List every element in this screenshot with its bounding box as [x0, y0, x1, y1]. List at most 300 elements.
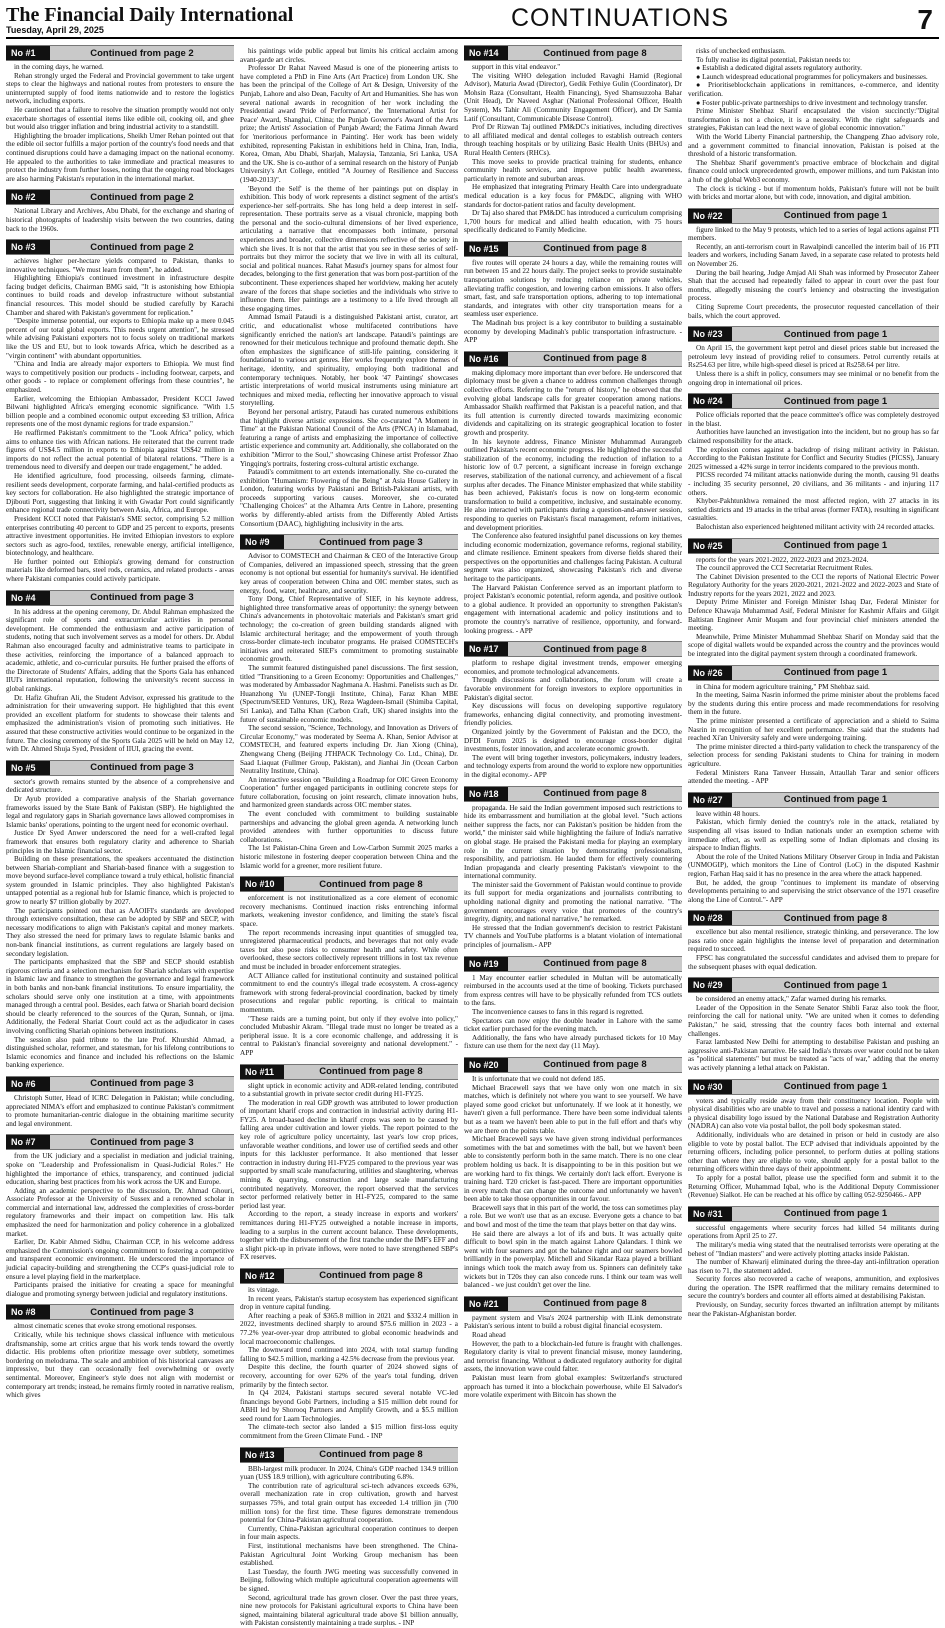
story — [464, 241, 682, 345]
paragraph: With the World Liberty Financial partnership, the Changpeng Zhao advisory role, and a government committed to financial innovation, Pakistan is poised at the threshold of a historic transformation. — [688, 132, 939, 159]
paragraph: Michael Bracewell says we have given strong individual performances sometimes with the bat and sometimes with the ball, but we haven't been able to consistently perform both in the same match. There is no one clear problem holding us back. It is disappointing to be in this position but we are working hard to fix things. We certainly don't lack effort. Everyone is training hard. T20 cricket is fast-paced. There are important opportunities in every match that can change the outcome and unfortunately we haven't been able to take those opportunities in our favour. — [464, 1135, 682, 1204]
story — [240, 1447, 458, 1628]
story-header — [464, 786, 682, 802]
story-body — [464, 63, 682, 235]
paragraph: Leader of the Opposition in the Senate Senator Shibli Faraz also took the floor, reinforcing the call for national unity. "We are united when it comes to defending Pakistan," he said, stressing that the country faces both internal and external challenges. — [688, 1003, 939, 1038]
paragraph: The climate-tech sector also landed a $15 million first-loss equity commitment from the Green Climate Fund. - INP — [240, 1423, 458, 1441]
story-number-badge: No #23 — [688, 327, 732, 341]
paragraph: enforcement is not institutionalized as a core element of economic recovery mechanisms. Continued inaction risks entrenching informal markets, weakening investor confidence, and limiting the state's fiscal space. — [240, 894, 458, 928]
paragraph: Dr. Hafiz Ghufran Ali, the Student Advisor, expressed his gratitude to the administration for their unwavering support. He highlighted that this event provided an excellent platform for students to showcase their talents and emphasized the administration's vision of promoting such initiatives. He assured that these constructive activities would continue to be organized in the future. The closing ceremony of the Sports Gala 2025 will be held on May 12, with Dr. Ahmed Shuja Syed, President of IIUI, gracing the event. — [6, 693, 234, 754]
paragraph: Organized jointly by the Government of Pakistan and the DCO, the DFDI Forum 2025 is designed to encourage cross-border digital investments, foster innovation, and accelerate economic growth. — [464, 727, 682, 754]
paragraph: Pakistan must learn from global examples: Switzerland's structured approach has turned it into a blockchain powerhouse, while El Salvador's more volatile experiment with Bitcoin has shown the — [464, 1373, 682, 1400]
continued-label: Continued from page 1 — [783, 540, 888, 551]
paragraph: Ammad Ismail Pataudi is a distinguished Pakistani artist, curator, art critic, and educationalist whose multifaceted contributions have significantly enriched the nation's art landscape. Pataudi's paintings are renowned for their meticulous technique and profound thematic depth. She often emphasizes the significance of still-life painting, considering it foundational to various art genres. Her works frequently explore themes of heritage, identity, and spirituality, employing both traditional and contemporary techniques. Notably, her book '47 Paintings' showcases artistic interpretations of world musical instruments using miniature art techniques and mixed media, reflecting her innovative approach to visual storytelling. — [240, 313, 458, 408]
paragraph: In his keynote address, Finance Minister Muhammad Aurangzeb outlined Pakistan's recent economic progress. He highlighted the successful stabilization of the economy, including the reduction of inflation to a historic low of 0.7 percent, a significant increase in foreign exchange reserves, stabilization of the national currency, and achievement of a fiscal surplus after decades. The Finance Minister emphasized that while stability has been achieved, Pakistan's focus is now on long-term economic transformation to build a competitive, inclusive, and sustainable economy. He also interacted with participants during a question-and-answer session, responding to queries on Pakistan's fiscal management, reform initiatives, and development priorities. — [464, 437, 682, 532]
paragraph: Unless there is a shift in policy, consumers may see minimal or no benefit from the ongoing drop in international oil prices. — [688, 370, 939, 387]
paragraph: almost cinematic scenes that evoke strong emotional responses. — [14, 1322, 197, 1331]
column-3 — [464, 45, 682, 1523]
story-body — [240, 1286, 458, 1441]
continued-label: Continued from page 8 — [543, 47, 647, 59]
column-1 — [6, 45, 234, 1523]
paragraph: ● Prioritiseblockchain applications in remittances, e-commerce, and identity verification. — [688, 81, 939, 98]
continued-label: Continued from page 3 — [90, 592, 194, 604]
story-number-badge: No #13 — [240, 1448, 284, 1462]
story-number-badge: No #20 — [464, 1058, 508, 1072]
continued-label: Continued from page 8 — [319, 1449, 423, 1461]
paragraph: During the bail hearing, Judge Amjad Ali Shah was informed by Prosecutor Zaheer Shah that the accused had repeatedly failed to appear in court over the past four months, allegedly misusing the court's leniency and obstructing the investigation process. — [688, 268, 939, 303]
paragraph: In the meeting, Saima Nasrin informed the prime minister about the problems faced by the students during this entire process and made recommendations for resolving them in the future. — [688, 691, 939, 717]
paragraph: in China for modern agriculture training," PM Shehbaz said. — [696, 682, 870, 691]
paragraph: The event will bring together investors, policymakers, industry leaders, and technology experts from around the world to explore new opportunities in the digital economy.- APP — [464, 753, 682, 779]
paragraph: its vintage. — [248, 1285, 280, 1294]
story — [6, 1304, 234, 1399]
story-number-badge: No #6 — [6, 1077, 50, 1091]
paragraph: Pataudi's commitment to art extends internationally. She co-curated the exhibition "Humanism: Flowering of the Being" at Asia House Gallery in London, featuring works by Pakistani and British-Pakistani artists, with proceeds supporting various causes. Moreover, she co-curated "Challenging Choices" at the Alhamra Arts Centre in Lahore, presenting works by differently-abled artists from the Differently Abled Artists Consortium (DAAC), highlighting inclusivity in the arts. — [240, 468, 458, 528]
continued-label: Continued from page 8 — [319, 1270, 423, 1282]
paragraph: Meanwhile, Prime Minister Muhammad Shehbaz Sharif on Monday said that the scope of digital wallets would be expanded across the country and the provinces would be integrated into the digital payment system through a coordinated framework. — [688, 632, 939, 659]
continued-label: Continued from page 8 — [543, 353, 647, 365]
story-header — [464, 241, 682, 257]
continued-label: Continued from page 1 — [783, 1208, 888, 1220]
story-header — [688, 665, 939, 681]
paragraph: Through discussions and collaborations, the forum will create a favorable environment for foreign investors to explore opportunities in Pakistan's digital sector. — [464, 676, 682, 702]
paragraph: The report recommends increasing input quantities of smuggled tea, unregistered pharmaceutical products, and beverages that not only evade taxes but also pose risks to consumer health and safety. While often overlooked, these sectors collectively represent trillions in lost tax revenue and must be included in broader enforcement strategies. — [240, 928, 458, 971]
continued-label: Continued from page 1 — [783, 395, 888, 407]
story-header — [688, 393, 939, 409]
paragraph: The military's media wing stated that the neutralised terrorists were operating at the behest of "Indian masters" and were actively plotting attacks inside Pakistan. — [688, 1240, 939, 1258]
story-body — [240, 894, 458, 1057]
continued-label: Continued from page 1 — [783, 328, 888, 340]
story-number-badge: No #21 — [464, 1297, 508, 1311]
story-number-badge: No #25 — [688, 539, 732, 553]
paragraph: Deputy Prime Minister and Foreign Minister Ishaq Dar, Federal Minister for Defence Khawaja Muhammad Asif, Federal Minister for Kashmir Affairs and Gilgit Baltistan Engineer Amir Muqam and four provincial chief ministers attended the meeting. — [688, 598, 939, 633]
continued-label: Continued from page 8 — [783, 912, 888, 924]
story-body — [240, 552, 458, 870]
paragraph: slight uptick in economic activity and ADR-related lending, contributed to a substantial growth in private sector credit during H1-FY25. — [240, 1081, 458, 1099]
paragraph: Beyond her personal artistry, Pataudi has curated numerous exhibitions that highlight diverse artistic expressions. She co-curated "A Moment in Time" at the Pakistan National Council of the Arts (PNCA) in Islamabad, featuring a range of artists and emphasizing the importance of collective artistic experience and community art. Additionally, she collaborated on the exhibition "Mirror to the Soul," showcasing Chinese artist Professor Zhao Yingqing's portraits, fostering cross-cultural artistic exchange. — [240, 407, 458, 468]
paragraph: Authorities have launched an investigation into the incident, but no group has so far claimed responsibility for the attack. — [688, 428, 939, 445]
paragraph: About the role of the United Nations Military Observer Group in India and Pakistan (UNMOGIP), which monitors the Line of Control (LoC) in the disputed Kashmir region, Farhan Haq said it has no presence in the area where the attack happened. — [688, 852, 939, 878]
story — [6, 1134, 234, 1298]
story-header — [6, 1304, 234, 1320]
paragraph: Currently, China-Pakistan agricultural cooperation continues to deepen in four main aspects. — [240, 1524, 458, 1542]
paragraph: Prime Minister Shehbaz Sharif encapsulated the vision succinctly:"Digital transformation is not a choice, it is a necessity. With the right safeguards and strategies, Pakistan can lead the next wave of global economic innovation." — [688, 107, 939, 133]
paragraph: The moderation in real GDP growth was attributed to lower production of important kharif crops and contraction in industrial activity during H1-FY25. A broad-based decline in kharif crops was seen to be caused by falling area under cultivation and lower yields. The report pointed to the key role of agriculture policy uncertainty, last year's low crop prices, unfavorable weather conditions, and lower use of certified seeds and other inputs for this lackluster performance. It also mentioned that lesser contraction in industry during H1-FY25 compared to the previous year was supported by small scale manufacturing, utilities and slaughtering, whereas mining & quarrying, construction and large scale manufacturing contributed negatively. Moreover, the report observed that the services sector performed relatively better in H1-FY25, compared to the same period last year. — [240, 1098, 458, 1210]
paragraph: Khyber-Pakhtunkhwa remained the most affected region, with 27 attacks in its settled districts and 19 attacks in the tribal areas (former FATA), resulting in significant casualties. — [688, 497, 939, 523]
continued-label: Continued from page 1 — [783, 210, 888, 222]
paragraph: He emphasized that integrating Primary Health Care into undergraduate medical education is a key focus for PM&DC, aligning with WHO standards for doctor-patient ratios and faculty development. — [464, 183, 682, 209]
paragraph: Professor Dr Rahat Naveed Masud is one of the pioneering artists to have completed a PhD in Fine Arts (Art Practice) from London UK. She has been the principal of the College of Art & Design, University of the Punjab, Lahore and also Dean, Faculty of Art and Humanities. She has won several national awards in recognition of her work including the Presidential award 'Pride of Performance', the 'International Artist for Peace' Award, Shanghai, China; the Punjab Governor's Award of the Arts prize; the Artists' Association of Punjab Award; the Fatima Jinnah Award for 'meritorious performance in Painting'. Her work has been widely exhibited, representing Pakistan in exhibitions held in China, Iran, India, Korea, Oman, Abu Dhabi, Sharjah, Malaysia, Tanzania, Sri Lanka, USA and the UK. She is co-author of a seminal research on the history of Punjab University's Art College, entitled "A Journey of Resilience and Success (1940-2013)". — [240, 64, 458, 184]
paragraph: Rehan strongly urged the Federal and Provincial government to take urgent steps to clear the highways and national routes from protesters to ensure the uninterrupted supply of food items nationwide and to restore the logistics network, including exports. — [6, 71, 234, 106]
continued-label: Continued from page 8 — [543, 1059, 647, 1071]
story-number-badge: No #10 — [240, 877, 284, 891]
continued-label: Continued from page 8 — [543, 788, 647, 800]
paragraph: He identified agriculture, food processing, oilseeds farming, climate-resilient seeds development, corporate farming, and halal-certified products as key sectors for collaboration. He also highlighted the strategic importance of Djibouti Port, suggesting that linking it with Gwadar Port could significantly enhance regional trade connectivity between Asia, Africa, and Europe. — [6, 471, 234, 515]
story-number-badge: No #22 — [688, 209, 732, 223]
paragraph: First, institutional mechanisms have been strengthened. The China-Pakistan Agricultural Joint Working Group mechanism has been established. — [240, 1542, 458, 1568]
story — [688, 1206, 939, 1319]
paragraph: This move seeks to provide practical training for students, enhance community health services, and improve public health awareness, particularly in remote and suburban areas. — [464, 157, 682, 183]
paragraph: Previously, on Sunday, security forces thwarted an infiltration attempt by militants near the Pakistan-Afghanistan border. — [688, 1301, 939, 1318]
paragraph: ACT Alliance called for institutional continuity and sustained political commitment to end the country's illegal trade ecosystem. A cross-agency framework with strong federal-provincial coordination, backed by timely prosecutions and regular public reporting, is critical to maintain momentum. — [240, 971, 458, 1014]
story — [240, 534, 458, 870]
paragraph: The 1st Pakistan-China Green and Low-Carbon Summit 2025 marks a historic milestone in fostering deeper cooperation between China and the Islamic world for a greener, more resilient future. — [240, 844, 458, 870]
masthead-rule — [6, 37, 939, 39]
paragraph: Recently, an anti-terrorism court in Rawalpindi cancelled the interim bail of 16 PTI leaders and workers, including Sanam Javed, in a separate case related to protests held on November 26. — [688, 242, 939, 269]
paragraph: The number of Khawarij eliminated during the three-day anti-infiltration operation has risen to 71, the statement added. — [688, 1258, 939, 1275]
story-body — [688, 1224, 939, 1319]
story-header — [240, 876, 458, 892]
story-number-badge: No #29 — [688, 978, 732, 992]
paragraph: Justice Dr Syed Anwer underscored the need for a well-crafted legal framework that ensures both regulatory clarity and adherence to Shariah principles in the Islamic financial sector. — [6, 829, 234, 855]
story-number-badge: No #30 — [688, 1080, 732, 1094]
story-number-badge: No #3 — [6, 240, 50, 254]
story — [464, 641, 682, 779]
paragraph: "Despite immense potential, our exports to Ethiopia make up a mere 0.045 percent of our total global exports. This needs urgent attention", he stressed while advising Pakistani exporters not to focus solely on traditional markets like the US and EU, but to look towards Africa, which he described as a "virgin continent" with abundant opportunities. — [6, 317, 234, 360]
story-header — [688, 792, 939, 808]
paragraph: reports for the years 2021-2022, 2022-2023 and 2023-2024. — [696, 555, 869, 564]
story — [688, 393, 939, 531]
paragraph: "These raids are a turning point, but only if they evolve into policy," concluded Mubashir Akram. "Illegal trade must no longer be treated as a peripheral issue. It is a core economic challenge, and addressing it is central to Pakistan's financial sovereignty and national development." - APP — [240, 1014, 458, 1057]
paragraph: The second session, "Science, Technology, and Innovation as Drivers of Circular Economy," was moderated by Seema A. Khan, Senior Advisor at COMSTECH, and featured experts including Dr. Jian Xiong (China), Zhengwang Cheng (Beijing JTHPACK Technology Co. Ltd., China), Dr. Saad Liaquat (Fullmer Group, Pakistan), and Jianhai Jin (Ocean Carbon Neutrality Institute, China). — [240, 724, 458, 776]
story-body — [464, 259, 682, 345]
paragraph: Highlighting the broader implications, Sheikh Umer Rehan pointed out that the edible oil sector fulfills a major portion of the country's food needs and that continued disruptions could have a damaging impact on the national economy. He appealed to the authorities to take immediate and practical measures to protect the industry from further losses, noting that the ongoing road blockages are also harming Pakistan's reputation in the international market. — [6, 131, 234, 183]
story-header — [240, 1064, 458, 1080]
story — [688, 208, 939, 321]
story-header — [6, 45, 234, 61]
continued-label: Continued from page 3 — [90, 1078, 194, 1090]
paragraph: The participants emphasized that the SBP and SECP should establish rigorous criteria and a selection mechanism for Shariah scholars with expertise in Islamic law and finance to strengthen the governance and legal framework in both banks and non-bank financial institutions. To ensure impartiality, the scholars should serve only one institution at a time, with appointments managed through a central pool. Besides, each fatwa or Shariah board decision should be clearly referenced to the sources of the Quran, Sunnah, or ijma. Additionally, the Federal Shariat Court could act as the adjudicator in cases involving conflicting Shariah opinions between institutions. — [6, 958, 234, 1035]
continued-label: Continued from page 3 — [90, 1136, 194, 1148]
story-number-badge: No #9 — [240, 535, 284, 549]
story-body — [6, 608, 234, 754]
story — [688, 910, 939, 971]
paragraph: risks of unchecked enthusiasm. — [696, 47, 786, 55]
paragraph: After reaching a peak of $365.8 million in 2021 and $332.4 million in 2022, investments declined sharply to around $75.6 million in 2023 - a 77.2% year-over-year drop attributed to global economic headwinds and local macroeconomic challenges. — [240, 1311, 458, 1346]
paragraph: ● Launch widespread educational programmes for policymakers and businesses. — [696, 72, 928, 81]
paragraph: leave within 48 hours. — [696, 809, 760, 818]
paragraph: making diplomacy more important than ever before. He underscored that diplomacy must be given a chance to address common challenges through collective efforts. Referring to the "return of history," he observed that the evolving global landscape calls for greater cooperation among nations. Ambassador Shaikh reaffirmed that Pakistan is a peaceful nation, and that its full attention is currently directed towards maximizing economic dividends and capitalizing on its strategic geographical location to foster growth and prosperity. — [464, 368, 682, 437]
story-body — [688, 47, 939, 202]
story-header — [6, 1076, 234, 1092]
paragraph: He said there are always a lot of ifs and buts. It was actually quite difficult to bowl spin in the match against Lahore Qalandars. I think we went with four seamers and got the balance right and our seamers bowled brilliantly in the powerplay. Mitchell and Sikandar Raza played a brilliant innings which took the match away from us. Spinners can definitely take wickets but in T20s they can also concede runs. I think our team was well balanced - we just couldn't get over the line. — [464, 1229, 682, 1290]
paragraph: achieves higher per-hectare yields compared to Pakistan, thanks to innovative techniques. "We must learn from them", he added. — [6, 257, 234, 274]
story-number-badge: No #16 — [464, 352, 508, 366]
story-body — [688, 928, 939, 971]
paragraph: "China and India are already major exporters to Ethiopia. We must find ways to competitively position our products - including footwear, carpets, and other goods - to replace or complement offerings from these countries", he emphasized. — [6, 360, 234, 394]
paper-name: The Financial Daily International — [6, 4, 294, 26]
paragraph: Key discussions will focus on developing supportive regulatory frameworks, enhancing digital connectivity, and promoting investment-friendly policies. — [464, 702, 682, 728]
paragraph: excellence but also mental resilience, strategic thinking, and perseverance. The low pass ratio once again highlights the intense level of preparation and determination required to succeed. — [688, 928, 939, 954]
story — [6, 1076, 234, 1128]
story-header — [688, 326, 939, 342]
paragraph: Advisor to COMSTECH and Chairman & CEO of the Interactive Group of Companies, delivered an impassioned speech, stressing that the green economy is not optional but essential for humanity's survival. He identified key areas of cooperation between China and OIC member states, such as energy, food, water, healthcare, and security. — [240, 552, 458, 595]
continued-label: Continued from page 8 — [543, 1298, 647, 1310]
story — [6, 760, 234, 1070]
story — [464, 351, 682, 635]
paragraph: BBh-largest milk producer. In 2024, China's GDP reached 134.9 trillion yuan (US$ 18.9 trillion), with agriculture contributing 6.8%. — [240, 1464, 458, 1482]
column-2 — [240, 45, 458, 1628]
paragraph: support in this vital endeavor." — [472, 63, 561, 71]
story-body — [240, 47, 458, 528]
paragraph: Security forces also recovered a cache of weapons, ammunition, and explosives during the operation. The ISPR reaffirmed that the military remains determined to secure the country's borders and counter all efforts aimed at destabilising Pakistan. — [688, 1275, 939, 1301]
paragraph: Earlier, Dr. Kabir Ahmed Sidhu, Chairman CCP, in his welcome address emphasized the Commission's ongoing commitment to fostering a competitive and transparent economic environment. He underscored the importance of judicial capacity-building and strengthening the CCP's quasi-judicial role to ensure a level playing field in the marketplace. — [6, 1238, 234, 1281]
paragraph: He cautioned that a failure to resolve the situation promptly would not only exacerbate shortages of essential items like edible oil, cooking oil, and ghee but would also trigger inflation and bring industrial activity to a standstill. — [6, 105, 234, 132]
paragraph: Road ahead — [472, 1331, 506, 1339]
story — [240, 1064, 458, 1262]
story — [6, 239, 234, 584]
story-header — [464, 1057, 682, 1073]
paragraph: The Conference also featured insightful panel discussions on key themes including economic modernization, governance reforms, regional stability, and climate resilience. Eminent speakers from diverse fields shared their perspectives on the opportunities and challenges facing Pakistan. A cultural segment was also organized, showcasing Pakistan's rich and diverse heritage to the participants. — [464, 532, 682, 584]
story-body — [688, 810, 939, 905]
continued-label: Continued from page 8 — [319, 1066, 423, 1077]
story-header — [688, 538, 939, 554]
paragraph: ● Establish a dedicated digital assets regulatory authority. — [696, 64, 862, 73]
paragraph: The Shehbaz Sharif government's proactive embrace of blockchain and digital finance could unlock unprecedented growth, empower millions, and turn Pakistan into a hub of the global Web3 economy. — [688, 158, 939, 184]
story-header — [464, 956, 682, 972]
story-header — [6, 590, 234, 606]
story — [688, 977, 939, 1072]
story-number-badge: No #17 — [464, 642, 508, 656]
story-header — [688, 1206, 939, 1222]
continued-label: Continued from page 2 — [90, 241, 194, 253]
paragraph: However, the path to a blockchain-led future is fraught with challenges. Regulatory clarity is vital to prevent financial misuse, money laundering, and terrorist financing. Without a dedicated regulatory authority for digital assets, the innovation wave could falter. — [464, 1339, 682, 1374]
paragraph: successful engagements where security forces had killed 54 militants during operations from April 25 to 27. — [688, 1223, 939, 1241]
paragraph: in the coming days, he warned. — [14, 63, 104, 71]
paragraph: The visiting WHO delegation included Ravaghi Hamid (Regional Advisor), Maturia Awad (Director), Gedik Fethiye Gulin (Coordinator), Dr Mohsin Raza (Consultant, Health Financing), Syed Shamsuzzoha Bahar (Unit Head), Dr Naveed Asghar (National Professional Officer, Health System), Ms Tahir Ali (Community Engagement Officer), and Dr Samia Latif (Consultant, Communicable Disease Control). — [464, 71, 682, 123]
story — [6, 45, 234, 183]
paragraph: Balochistan also experienced heightened militant activity with 24 recorded attacks. — [696, 522, 935, 531]
story-header — [464, 1296, 682, 1312]
story — [688, 326, 939, 387]
story-body — [240, 1082, 458, 1262]
story — [6, 189, 234, 233]
story-number-badge: No #26 — [688, 666, 732, 680]
continued-label: Continued from page 8 — [543, 243, 647, 255]
paragraph: Adding an academic perspective to the discussion, Dr. Ahmad Ghouri, Associate Professor at the University of Sussex and a renowned scholar in commercial and international law, addressed the complexities of cross-border regulatory frameworks and their impact on competition law. His talk emphasized the need for harmonization and policy coherence in a globalized market. — [6, 1186, 234, 1238]
story-number-badge: No #18 — [464, 787, 508, 801]
paragraph: He reaffirmed Pakistan's commitment to the "Look Africa" policy, which aims to enhance ties with African nations. He reiterated that the current trade figures of US$4.5 million in exports to Ethiopia against US$42 million in imports do not reflect the actual potential of bilateral relations. "There is a tremendous need to diversify and deepen our trade engagement," he added. — [6, 428, 234, 472]
page-number: 7 — [917, 4, 933, 35]
story-header — [240, 1447, 458, 1463]
story — [688, 792, 939, 905]
paragraph: Prof Dr Rizwan Taj outlined PM&DC's initiatives, including directives to all affiliated medical and dental colleges to establish outreach centers through teaching hospitals or by utilizing Basic Health Units (BHUs) and Rural Health Centers (RHCs). — [464, 123, 682, 157]
section-title: CONTINUATIONS — [511, 4, 730, 32]
paragraph: He stressed that the Indian government's decision to restrict Pakistani TV channels and YouTube platforms is a blatant violation of international principles of journalism.- APP — [464, 923, 682, 950]
story — [240, 47, 458, 528]
paragraph: The downward trend continued into 2024, with total startup funding falling to $42.5 million, marking a 42.5% decrease from the previous year. — [240, 1346, 458, 1363]
story — [240, 876, 458, 1057]
story-header — [688, 910, 939, 926]
paragraph: According to the report, a steady increase in exports and workers' remittances during H1-FY25 outweighed a notable increase in imports, leading to a surplus in the current account balance. These developments, together with the disbursement of the first tranche under the IMF's EFF and a slight pick-up in private inflows, were noted to have strengthened SBP's FX reserves. — [240, 1210, 458, 1262]
paragraph: FPSC has congratulated the successful candidates and advised them to prepare for the subsequent phases with equal dedication. — [688, 954, 939, 971]
story — [464, 1057, 682, 1290]
paragraph: platform to reshape digital investment trends, empower emerging economies, and promote technological advancements. — [464, 659, 682, 676]
story — [464, 45, 682, 235]
paragraph: Spectators can now enjoy the double header in Lahore with the same ticket earlier purchased for the evening match. — [464, 1016, 682, 1034]
paragraph: The summit featured distinguished panel discussions. The first session, titled "Transitioning to a Green Economy: Opportunities and Challenges," was moderated by Ambassador Naghmana A. Hashmi. Panelists such as Dr. Huanzhong Yu (UNEP-Tongji Institute, China), Faraz Khan MBE (Spectrum/SEED Ventures, UK), Reza Wagdeen-Ismail (Shimiba Capital, Sri Lanka), and Talha Khan (Carbon Craft, UK) shared insights into the future of sustainable economic models. — [240, 663, 458, 724]
issue-date: Tuesday, April 29, 2025 — [6, 25, 104, 35]
paragraph: Christoph Sutter, Head of ICRC Delegation in Pakistan; while concluding, appreciated NIMA's effort and emphasized to continue Pakistan's commitment to promote humanitarian-centric dialogue in the obtaining maritime security and legal environment. — [6, 1093, 234, 1128]
column-4 — [688, 45, 939, 1523]
paragraph: Dr Ayub provided a comparative analysis of the Shariah governance frameworks issued by the State Bank of Pakistan (SBP). He highlighted the legal and regulatory gaps in Shariah governance laws allowed compromises in Islamic banks' operations, pointing to the urgent need for economic overhaul. — [6, 794, 234, 829]
paragraph: The inconvenience causes to fans in this regard is regretted. — [472, 1008, 644, 1016]
paragraph: Earlier, welcoming the Ethiopian Ambassador, President KCCI Jawed Bilwani highlighted Africa's emerging economic significance. "With 1.5 billion people and a combined economic output exceeding $3 trillion, Africa represents one of the most dynamic regions for trade expansion." — [6, 394, 234, 429]
story-number-badge: No #1 — [6, 46, 50, 60]
story-number-badge: No #5 — [6, 761, 50, 775]
paragraph: propaganda. He said the Indian government imposed such restrictions to hide its embarrassment and humiliation at the global level. "Such actions neither suppress the facts, nor can Pakistan's position be hidden from the world," the minister said while highlighting the failure of India's narrative on global stage. He praised the Pakistani media for playing an exemplary role in the current situation by demonstrating professionalism, responsibility, and patriotism. He lauded them for effectively countering Indian propaganda and clearly presenting Pakistan's viewpoint to the international community. — [464, 803, 682, 881]
story-body — [6, 1322, 234, 1399]
story-body — [688, 683, 939, 786]
story-body — [464, 974, 682, 1051]
paragraph: The session also paid tribute to the late Prof. Khurshid Ahmad, a distinguished scholar, reformer, and statesman, for his lifelong contributions to Islamic economics and finance and included his reflections on the Islamic banking experience. — [6, 1035, 234, 1070]
story-body — [464, 1075, 682, 1290]
story-body — [688, 344, 939, 387]
paragraph: Citing Supreme Court precedents, the prosecutor requested cancellation of their bails, which the court approved. — [688, 303, 939, 320]
paragraph: PICSS recorded 74 militant attacks nationwide during the month, causing 91 deaths - including 35 security personnel, 20 civilians, and 36 militants - and injuring 117 others. — [688, 471, 939, 497]
paragraph: Dr Taj also shared that PM&DC has introduced a curriculum comprising 1,700 hours for medical and allied health education, with 75 hours specifically dedicated to Family Medicine. — [464, 209, 682, 235]
paragraph: Critically, while his technique shows classical influence with meticulous draftsmanship, some art critics argue that his work tends toward the overtly didactic. His problems often prioritize message over subtlety, sometimes bordering on melodrama. The scale and ambition of his historical canvases are impressive, but they can occasionally feel overwhelming or overly sentimental. Moreover, Engineer's style does not align with modernist or contemporary art trends; instead, he remains firmly rooted in narrative realism, which gives — [6, 1331, 234, 1400]
paragraph: Second, agricultural trade has grown closer. Over the past three years, nine new protocols for Pakistani agricultural exports to China have been signed, maintaining bilateral agricultural trade above $1 billion annually, with Pakistan consistently maintaining a trade surplus. - INP — [240, 1593, 458, 1628]
paragraph: Despite this decline, the fourth quarter of 2024 showed signs of recovery, accounting for over 62% of the year's total funding, driven primarily by the fintech sector. — [240, 1363, 458, 1389]
paragraph: ● Foster public-private partnerships to drive investment and technology transfer. — [696, 98, 928, 107]
paragraph: Federal Ministers Rana Tanveer Hussain, Attaullah Tarar and senior officers attended the meeting. - APP — [688, 768, 939, 786]
paragraph: The clock is ticking - but if momentum holds, Pakistan's future will not be built with bricks and mortar alone, but with code, innovation, and digital ambition. — [688, 184, 939, 202]
story-number-badge: No #15 — [464, 242, 508, 256]
story-header — [688, 1079, 939, 1095]
continued-label: Continued from page 3 — [90, 1306, 194, 1318]
paragraph: Participants praised the initiative for creating a space for meaningful dialogue and promoting synergy between judicial and regulatory institutions. — [6, 1281, 234, 1298]
story-number-badge: No #11 — [240, 1065, 284, 1079]
paragraph: An interactive session on "Building a Roadmap for OIC Green Economy Cooperation" further engaged participants in outlining concrete steps for future collaboration, focusing on joint research, climate innovation hubs, and harmonized green standards across OIC member states. — [240, 775, 458, 810]
story-body — [688, 995, 939, 1072]
story-body — [6, 778, 234, 1070]
story-body — [240, 1465, 458, 1628]
paragraph: be considered an enemy attack," Zafar warned during his remarks. — [696, 995, 887, 1004]
story-body — [688, 411, 939, 531]
continued-label: Continued from page 8 — [319, 878, 423, 890]
paragraph: To apply for a postal ballot, please use the specified form and submit it to the Returning Officer, Muhammad Iqbal, who is the Additional Deputy Commissioner (Revenue) Sialkot. He can be reached at his office by calling 052-9250466.- APP — [688, 1173, 939, 1200]
story-number-badge: No #7 — [6, 1135, 50, 1149]
paragraph: Additionally, individuals who are detained in prison or held in custody are also eligible to vote by postal ballot. The ECP advised that individuals appointed by the returning officers, including police personnel, to perform duties at polling stations other than where they are eligible to vote, should apply for a postal ballot to the returning officers within three days of their appointment. — [688, 1130, 939, 1174]
story-body — [6, 257, 234, 584]
paragraph: President KCCI noted that Pakistan's SME sector, comprising 5.2 million enterprises contributing 40 percent to GDP and 25 percent to exports, presents attractive investment opportunities. He invited Ethiopian investors to explore sectors such as agro-food, textiles, renewable energy, artificial intelligence, biotechnology, and healthcare. — [6, 514, 234, 558]
continued-label: Continued from page 1 — [783, 667, 888, 679]
story-body — [464, 804, 682, 950]
story-number-badge: No #8 — [6, 1305, 50, 1319]
paragraph: The prime minister presented a certificate of appreciation and a shield to Saima Nasrin in recognition of her excellent performance. She said that the students had reached Xi'an University safely and were undergoing training. — [688, 717, 939, 743]
story-number-badge: No #31 — [688, 1207, 732, 1221]
paragraph: The Cabinet Division presented to the CCI the reports of National Electric Power Regulatory Authority for the years 2020-2021, 2021-2022 and 2022-2023 and State of Industry reports for the years 2021, 2022 and 2023. — [688, 572, 939, 598]
story — [6, 590, 234, 754]
paragraph: It is unfortunate that we could not defend 185. — [472, 1074, 606, 1083]
paragraph: five routes will operate 24 hours a day, while the remaining routes will run between 15 and 22 hours daily. The project seeks to provide sustainable transportation solutions by reducing reliance on private vehicles, alleviating traffic congestion, and lowering carbon emissions. It also offers smart, fast, and safe transportation options, adhering to top international standards, and integrates with other city transportation means for a seamless user experience. — [464, 258, 682, 319]
paragraph: Tony Dong, Chief Representative of SIEF, in his keynote address, highlighted three transformative areas of opportunity: the synergy between China's advancements in photovoltaic materials and Pakistan's smart grid technology; the co-creation of green building standards aligned with Islamic architectural heritage; and the empowerment of youth through cross-border climate-tech incubator programs. He praised COMSTECH's initiatives and reiterated SIEF's commitment to promoting sustainable economic growth. — [240, 595, 458, 664]
story-body — [464, 1314, 682, 1400]
story-number-badge: No #2 — [6, 190, 50, 204]
story-header — [688, 208, 939, 224]
story-header — [240, 534, 458, 550]
paragraph: The contribution rate of agricultural sci-tech advances exceeds 63%, overall mechanization rate in crop cultivation, growth and harvest surpasses 75%, and total grain output has exceeded 1.4 trillion jin (700 million tons) for the first time. These figures demonstrate tremendous potential for China-Pakistan agricultural cooperation. — [240, 1481, 458, 1525]
paragraph: Last Tuesday, the fourth JWG meeting was successfully convened in Beijing, following which multiple agricultural cooperation agreements will be signed. — [240, 1567, 458, 1593]
story-body — [6, 63, 234, 183]
story-header — [464, 45, 682, 61]
story-body — [688, 556, 939, 659]
paragraph: He further pointed out Ethiopia's growing demand for construction materials like deformed bars, steel rods, ceramics, and related products - areas where Pakistani companies could actively participate. — [6, 557, 234, 584]
paragraph: Highlighting Ethiopia's continued investment in infrastructure despite facing budget deficits, Chairman BMG said, "It is astonishing how Ethiopia continues to build roads and develop infrastructure without substantial financial resources. This model should be studied carefully by Karachi Chamber and shared with Pakistan's government for replication." — [6, 274, 234, 317]
story — [688, 538, 939, 659]
story-number-badge: No #14 — [464, 46, 508, 60]
paragraph: The prime minister directed a third-party validation to check the transparency of the selection process for sending Pakistani students to China for training in modern agriculture. — [688, 742, 939, 768]
story-body — [6, 1094, 234, 1128]
continued-label: Continued from page 3 — [90, 762, 194, 774]
paragraph: In his address at the opening ceremony, Dr. Abdul Rahman emphasized the significant role of sports and extracurricular activities in personal development. He commended the enthusiasm and active participation of students, noting that such involvement serves as a model for others. Dr. Abdul Rahman also encouraged faculty and administrative teams to participate in these activities, reinforcing the importance of a balanced approach to academic, athletic, and co-curricular pursuits. He further praised the efforts of the Directorate of Students' Affairs, adding that the Sports Gala has enhanced IIUI's international reputation, following the university's recent success in global rankings. — [6, 607, 234, 693]
story-number-badge: No #4 — [6, 591, 50, 605]
paragraph: Faraz lambasted New Delhi for attempting to destabilise Pakistan and pushing an aggressive anti-Pakistan narrative. He said India's threats over water could not be taken as "political statements" but must be treated as "acts of war," adding that the enemy was actively planning a lethal attack on Pakistan. — [688, 1038, 939, 1072]
story — [240, 1268, 458, 1441]
story-header — [688, 977, 939, 993]
paragraph: In Q4 2024, Pakistani startups secured several notable VC-led financings beyond Gobi Partners, including a $15 million debt round for ABHI led by Shorooq Partners and Amplify Growth, and a $5.5 million seed round for Laam Technologies. — [240, 1389, 458, 1423]
story-number-badge: No #28 — [688, 911, 732, 925]
paragraph: Additionally, the fans who have already purchased tickets for 10 May fixture can use them for the next day (11 May). — [464, 1033, 682, 1051]
paragraph: The minister said the Government of Pakistan would continue to provide its full support for media organizations and journalists contributing to upholding national dignity and promoting the national narrative. "The government encourages every voice that promotes of the country's integrity, dignity, and national narrative," he remarked. — [464, 880, 682, 924]
continued-label: Continued from page 8 — [543, 643, 647, 655]
story-header — [6, 1134, 234, 1150]
story-body — [6, 207, 234, 233]
paragraph: The participants pointed out that as AAOIFI's standards are developed through extensive consultation, these can be adopted by SBP and SECP, with necessary modifications to align with Pakistan's capital and money markets. They also stressed the need for primary laws to regulate Islamic banks and non-bank financial institutions, as current regulations are largely based on secondary legislation. — [6, 906, 234, 958]
paragraph: But, he added, the group "continues to implement its mandate of observing developments pertaining to and supervising the strict observance of the 1971 ceasefire along the Line of Control."- APP — [688, 878, 939, 904]
story — [688, 47, 939, 202]
paragraph: Building on these presentations, the speakers accentuated the distinction between Shariah-compliant and Shariah-based finance with a suggestion to move beyond surface-level compliance toward a truly ethical, holistic financial system grounded in Islamic principles. They also highlighted Pakistan's untapped potential as a regional hub for Islamic finance, which is projected to grow to nearly $7 trillion globally by 2027. — [6, 855, 234, 907]
paragraph: The Harvard Pakistan Conference served as an important platform to project Pakistan's economic potential, reform agenda, and positive outlook to a global audience. It provided an opportunity to strengthen Pakistan's engagement with international academic and policy institutions and to promote the country's narrative of resilience, opportunity, and forward-looking progress. - APP — [464, 583, 682, 635]
paragraph: 'Beyond the Self' is the theme of her paintings put on display in exhibition. This body of work represents a distinct segment of the artist's experience-her self-portraits. She has long held a deep interest in self-representation. These portraits serve as a visual chronicle, mapping both the personal and the socio-cultural dimensions of her lived experience, articulating a narrative that encompasses both intimate, personal experiences and broader, collective dimensions reflective of the society in which she lives. It is not that the artist that you see in these series of self-portraits but they mirror the society that we live in with all its cultural, social and political nuances. Rahat Masud's journey spans for almost four decades, belonging to the first generation that was born post-partition of the subcontinent. These experiences shaped her worldview, making her acutely aware of the forces that shape societies and the individuals who strive to influence them. Her paintings are a testimony to a life lived through all these engaging times. — [240, 184, 458, 313]
continued-label: Continued from page 1 — [783, 1081, 888, 1093]
story-header — [6, 239, 234, 255]
story-header — [464, 351, 682, 367]
paragraph: National Library and Archives, Abu Dhabi, for the exchange and sharing of historical photographs of leadership visits between the two countries, dating back to the 1960s. — [6, 207, 234, 233]
continued-label: Continued from page 2 — [90, 191, 194, 203]
paragraph: Pakistan, which firmly denied the country's role in the attack, retaliated by suspending all visas issued to Indian nationals under an exemption scheme with immediate effect, as well as expelling some of Indian diplomats and closing its airspace to Indian flights. — [688, 818, 939, 853]
story — [464, 786, 682, 950]
continued-label: Continued from page 1 — [783, 794, 888, 806]
story — [464, 956, 682, 1051]
story-body — [464, 659, 682, 779]
paragraph: Michael Bracewell says that we have only won one match in six matches, which is definitely not where you want to see yourself. We have played some good cricket but unfortunately. If we look at it honestly, we haven't given a full performance. There have been some individual talents but as a team we haven't been able to put in the full effort and that's why we are there on the points table. — [464, 1083, 682, 1135]
paragraph: Bracewell says that in this part of the world, the toss can sometimes play a role. But we won't use that as an excuse. Everyone gets a chance to bat and bowl and most of the time the team that plays better on that day wins. — [464, 1203, 682, 1230]
story-header — [464, 641, 682, 657]
story-number-badge: No #24 — [688, 394, 732, 408]
story — [688, 665, 939, 786]
paragraph: On April 15, the government kept petrol and diesel prices stable but increased the petroleum levy instead of providing relief to consumers. Petrol currently retails at Rs254.63 per litre, while high-speed diesel is priced at Rs258.64 per litre. — [688, 344, 939, 370]
paragraph: voters and typically reside away from their constituency location. People with physical disabilities who are unable to travel and possess a national identity card with a physical disability logo issued by the National Database and Registration Authority (NADRA) can also vote via postal ballot, the poll body spokesman stated. — [688, 1096, 939, 1131]
paragraph: The Madinah bus project is a key contributor to building a sustainable economy by developing Madinah's public transportation infrastructure. - APP — [464, 319, 682, 345]
story-header — [6, 760, 234, 776]
continued-label: Continued from page 1 — [783, 979, 888, 991]
paragraph: Police officials reported that the peace committee's office was completely destroyed in the blast. — [688, 411, 939, 428]
paragraph: The event concluded with commitment to building sustainable partnerships and advancing the global green agenda. A networking lunch provided attendees with further opportunities to discuss future collaborations. — [240, 810, 458, 844]
continued-label: Continued from page 3 — [319, 536, 423, 548]
paragraph: The council approved the CCI Secretariat Recruitment Rules. — [696, 564, 873, 573]
paragraph: his paintings wide public appeal but limits his critical acclaim among avant-garde art circles. — [240, 47, 458, 64]
story-body — [688, 226, 939, 321]
paragraph: To fully realise its digital potential, Pakistan needs to: — [696, 55, 851, 64]
story-body — [688, 1097, 939, 1200]
story-number-badge: No #19 — [464, 957, 508, 971]
story — [688, 1079, 939, 1200]
masthead — [6, 4, 939, 36]
paragraph: payment system and Visa's 2024 partnership with ILink demonstrate Pakistan's serious intent to build a robust digital financial ecosystem. — [464, 1313, 682, 1331]
story — [464, 1296, 682, 1400]
